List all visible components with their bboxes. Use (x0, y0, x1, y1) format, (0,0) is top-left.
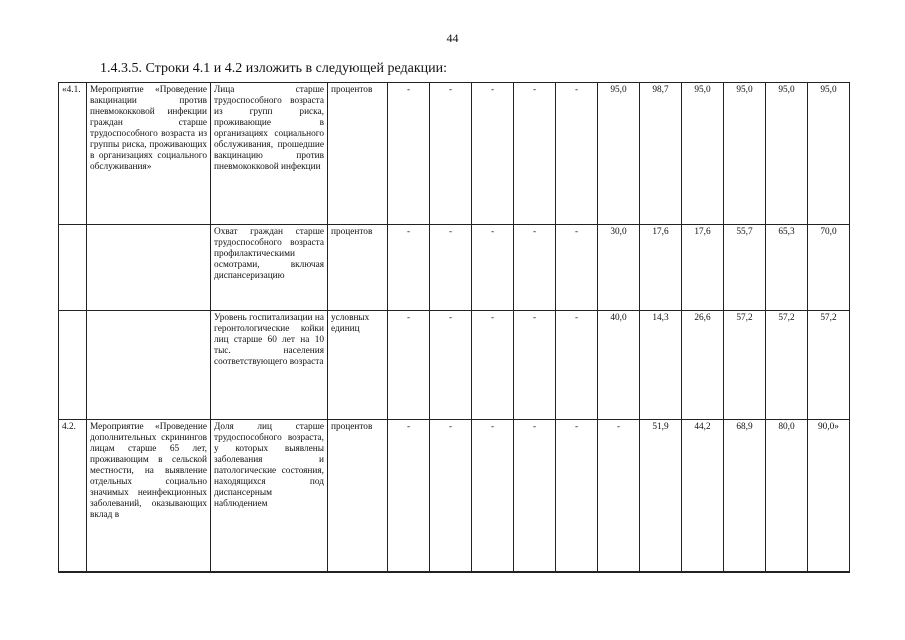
value-cell: 44,2 (682, 420, 724, 573)
value-cell: 30,0 (598, 225, 640, 311)
indicator-cell: Лица старше трудоспособного возраста из групп риска, проживающие в организациях социального обслуживания, прошедшие вакцинацию против пневмококковой инфекции (211, 83, 328, 225)
value-cell: - (388, 420, 430, 573)
value-cell: 65,3 (766, 225, 808, 311)
table-row (59, 83, 850, 225)
value-cell: 68,9 (724, 420, 766, 573)
value-cell: 95,0 (682, 83, 724, 225)
value-cell: - (472, 311, 514, 420)
event-cell (87, 225, 211, 311)
table-row (59, 225, 850, 311)
section-heading: 1.4.3.5. Строки 4.1 и 4.2 изложить в следующей редакции: (100, 61, 447, 76)
table-row (59, 311, 850, 420)
value-cell: 14,3 (640, 311, 682, 420)
value-cell: 51,9 (640, 420, 682, 573)
unit-cell: процентов (328, 225, 388, 311)
event-cell (87, 311, 211, 420)
value-cell: - (430, 225, 472, 311)
value-cell: - (430, 420, 472, 573)
unit-cell: условных единиц (328, 311, 388, 420)
value-cell: - (388, 225, 430, 311)
value-cell: - (556, 225, 598, 311)
value-cell: 90,0» (808, 420, 850, 573)
event-cell: Мероприятие «Проведение дополнительных скринингов лицам старше 65 лет, проживающим в сельской местности, на выявление отдельных социально значимых неинфекционных заболеваний, оказывающих вклад в (87, 420, 211, 573)
row-number-cell: «4.1. (59, 83, 87, 225)
value-cell: 95,0 (598, 83, 640, 225)
event-cell: Мероприятие «Проведение вакцинации против пневмококковой инфекции граждан старше трудоспособного возраста из группы риска, проживающих в организациях социального обслуживания» (87, 83, 211, 225)
value-cell: 95,0 (724, 83, 766, 225)
value-cell: - (430, 311, 472, 420)
indicator-cell: Доля лиц старше трудоспособного возраста, у которых выявлены заболевания и патологические состояния, находящихся под диспансерным наблюдением (211, 420, 328, 573)
value-cell: - (514, 225, 556, 311)
indicator-cell: Уровень госпитализации на геронтологические койки лиц старше 60 лет на 10 тыс. населения соответствующего возраста (211, 311, 328, 420)
value-cell: 70,0 (808, 225, 850, 311)
value-cell: 17,6 (682, 225, 724, 311)
value-cell: 80,0 (766, 420, 808, 573)
value-cell: 57,2 (724, 311, 766, 420)
value-cell: 40,0 (598, 311, 640, 420)
value-cell: - (556, 311, 598, 420)
value-cell: - (556, 420, 598, 573)
page-number: 44 (446, 31, 459, 45)
unit-cell: процентов (328, 83, 388, 225)
value-cell: 57,2 (808, 311, 850, 420)
indicator-cell: Охват граждан старше трудоспособного возраста профилактическими осмотрами, включая диспансеризацию (211, 225, 328, 311)
indicators-table (58, 82, 850, 573)
value-cell: 95,0 (766, 83, 808, 225)
value-cell: - (388, 83, 430, 225)
value-cell: 98,7 (640, 83, 682, 225)
value-cell: - (514, 311, 556, 420)
value-cell: 55,7 (724, 225, 766, 311)
value-cell: 57,2 (766, 311, 808, 420)
value-cell: 26,6 (682, 311, 724, 420)
value-cell: - (598, 420, 640, 573)
value-cell: - (514, 420, 556, 573)
unit-cell: процентов (328, 420, 388, 573)
value-cell: - (472, 420, 514, 573)
value-cell: 95,0 (808, 83, 850, 225)
value-cell: - (388, 311, 430, 420)
row-number-cell (59, 225, 87, 311)
value-cell: 17,6 (640, 225, 682, 311)
table-row (59, 420, 850, 573)
row-number-cell (59, 311, 87, 420)
value-cell: - (556, 83, 598, 225)
row-number-cell: 4.2. (59, 420, 87, 573)
value-cell: - (430, 83, 472, 225)
value-cell: - (472, 83, 514, 225)
value-cell: - (514, 83, 556, 225)
value-cell: - (472, 225, 514, 311)
